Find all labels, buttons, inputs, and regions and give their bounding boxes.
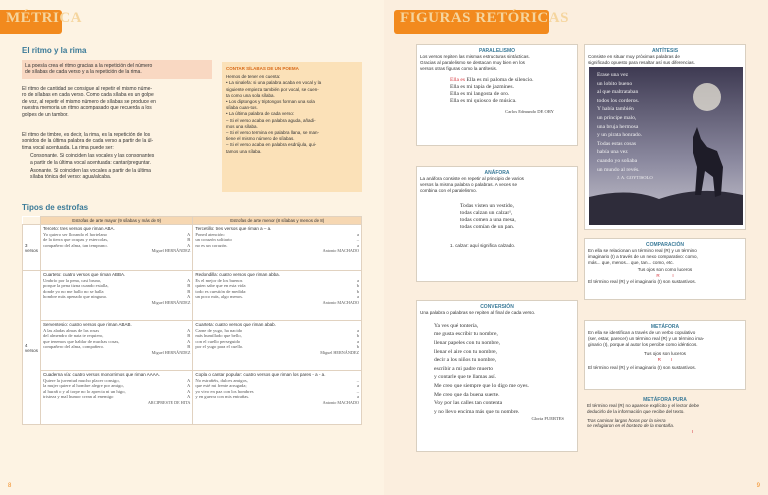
desc-line: La anáfora consiste en repetir al principio de varios [420,176,524,181]
metafora-pura-marks: I [691,429,693,435]
paralelismo-title: PARALELISMO [420,48,574,54]
cell-cuarteto [41,271,193,321]
verse-text: porque la pena tizna cuando estalla, [43,283,109,289]
antitesis-image [589,67,743,225]
verse-text: Umbrío por la pena, casi bruno, [43,278,102,283]
verse-text: Quiere la juventud mucho placer consigo, [43,378,120,383]
comparacion-desc [588,248,742,265]
contar-line: tiene el mismo número de sílabas. [226,136,295,142]
metafora-pura-title: METÁFORA PURA [643,397,687,403]
anafora-desc [420,176,574,193]
poem-line: y contarle que te llamas así. [434,374,497,381]
verse-text: la mujer quiere al hombre alegre por amigo, [43,383,124,389]
col-header-mayor: Estrofas de arte mayor (9 sílabas y más de 9) [41,217,193,225]
poem-line: una bruja hermosa [597,123,639,130]
rhyme-mark: a [356,394,359,400]
ritmo-timbre [22,132,212,181]
p1-line: de voz, al repetir el mismo número de sílabas se produce en [22,98,156,105]
metrica-title: MÉTRICA [6,10,83,26]
rhyme-mark: b [356,288,359,294]
anafora-box [416,166,578,282]
cell-terceto [41,225,193,271]
page-number-right: 9 [756,483,760,489]
b1-line: Consonante. Si coinciden las vocales y las consonantes [30,153,155,160]
rhyme-mark: A [187,383,191,389]
row-label-3: 3 versos [23,225,41,271]
contar-line: – Si el verso termina en palabra llana, se man- [226,130,320,136]
verse-text: de la tierra que ocupas y estercolas, [43,237,109,243]
poem-line: Ella es Ella es mi paloma de silencio. [450,77,534,84]
comparacion-marks: R I [656,273,674,279]
contar-line: siguiente empieza también por vocal, se cuen- [226,86,319,92]
poem-line: Erase una vez [597,72,629,78]
desc-line: En ella se identifican a través de un verbo copulativo [588,330,696,335]
verse-text: que tenemos que hablar de muchas cosas, [43,338,120,344]
verse-text: del almendro de nata te requiero, [43,333,104,339]
rhyme-mark: a [356,383,359,389]
paralelismo-author: Carlos Edmundo DE ORY [505,109,554,115]
antitesis-title: ANTÍTESIS [588,48,742,54]
verse-text: quien sabe que en esta vida [195,283,246,289]
contar-line: tamos una sílaba. [226,148,262,154]
antitesis-desc [588,54,742,66]
comparacion-example: Tus ojos son como luceros [637,267,693,273]
cell-author: Miguel HERNÁNDEZ [151,349,191,355]
poem-line [450,91,574,98]
p2-line: sonidos de la última palabra de cada verso a partir de la úl- [22,138,154,145]
intro-box [22,60,212,79]
verse-text: Es el mejor de los buenos [195,278,243,283]
conversion-author: Gloria FUERTES [531,416,564,422]
rhyme-mark: a [356,338,359,344]
verse-text: que esté mi frente arrugada; [195,383,247,389]
poem-line: un lobito bueno [597,80,633,87]
rhyme-mark: A [187,294,191,300]
rhyme-mark: B [187,333,191,339]
verse-text: Carne de yugo, ha nacido [195,328,243,333]
rhyme-mark: B [187,344,191,350]
antitesis-box [584,44,746,230]
verse-text: compañero del alma, compañero. [43,344,105,350]
rhyme-mark: A [187,242,191,248]
desc-line: versos la misma palabra o palabras. A veces se [420,181,518,187]
contar-line: – Si el verso acaba en palabra esdrújula, qui- [226,142,317,148]
desc-line: imaginario (I) a través de un nexo comparativo: como, [588,253,698,259]
comparacion-box [584,238,746,300]
desc-line: Consiste en situar muy próximas palabras de [588,54,680,59]
anafora-poem [460,203,574,231]
poem-line [450,98,574,105]
verse-text: un corazón solitario [195,237,232,243]
example-line: Tras caminar largas horas por la sierra [587,417,666,423]
rhyme-mark: a [356,242,359,248]
rhyme-mark: a [356,232,359,237]
poem-line: cuando yo soñaba [597,157,638,164]
poem-line: al que maltrataban [597,89,639,96]
cell-redondilla [193,271,362,321]
poem-text: Ella es mi paloma de silencio. [466,77,534,84]
cell-author: Antonio MACHADO [322,248,359,254]
poem-line: me gusta escribir tu nombre, [434,331,498,338]
p1-line: nuestra memoria un ritmo acompasado que recuerda a los [22,105,152,112]
cell-cuaderna [41,371,193,425]
verse-text: Poned atención: [195,232,225,237]
metafora-example: Tus ojos son luceros [644,351,686,357]
rhyme-mark: – [356,378,359,383]
contar-line: mos una sílaba. [226,123,258,129]
poem-line: Me creo que da buena suerte. [434,391,500,398]
poem-line [450,84,574,91]
tipos-heading: Tipos de estrofas [22,203,89,212]
poem-line: llenar el aire con tu nombre, [434,348,498,355]
b2-line: Asonante. Si coinciden las vocales a partir de la última [30,168,151,175]
verse-text: todo es cuestión de medida: [195,288,247,294]
contar-line: – Si el verso acaba en palabra aguda, añadi- [226,117,316,123]
rhyme-mark: – [356,388,359,394]
verse-text: y en guerra con mis entrañas. [195,394,250,400]
contar-silabas-box [222,62,362,192]
table-corner [23,217,41,225]
metafora-desc [588,330,742,347]
cell-cuarteta [193,321,362,371]
anafora-title: ANÁFORA [420,170,574,176]
poem-text: Ella es mi quiosco de música. [450,98,517,105]
poem-line: Todas visten un vestido, [460,203,514,210]
verse-text: donde yo no me hallo no se halla [43,288,104,294]
desc-line: (ser, estar, parecer) un término real (R) y un término ima- [588,335,705,341]
comparacion-footer: El término real (R) y el imaginario (I) son sustantivos. [588,278,696,284]
cell-author: Miguel HERNÁNDEZ [151,299,191,305]
ritmo-cantidad [22,86,212,118]
poem-line: todas calzan un calzar¹, [460,210,513,217]
p1-line: ro de sílabas en cada verso. Como cada sílaba es un golpe [22,92,154,99]
rhyme-mark: a [356,278,359,283]
rhyme-mark: A [187,338,191,344]
cell-copla [193,371,362,425]
poem-line: un mundo al revés. [597,166,640,173]
right-page [384,0,768,495]
anafora-note: 1. calzar: aquí significa calzado. [450,243,516,249]
metafora-footer: El término real (R) y el imaginario (I) son sustantivos. [588,364,696,370]
paralelismo-desc [420,54,574,71]
poem-line: Y había también [597,106,634,113]
desc-line: En ella se relacionan un término real (R) y un término [588,248,697,253]
antitesis-poem [597,71,653,183]
verse-text: A las aladas almas de las rosas [43,328,100,333]
contar-line: ta como una sola sílaba. [226,92,275,98]
rhyme-mark: b [356,333,359,339]
rhyme-mark: A [187,388,191,394]
poem-line: llenar papeles con tu nombre, [434,339,501,346]
metafora-pura-desc [587,403,743,415]
desc-line: más... que, menos... que, tan... como, etc. [588,259,674,265]
poem-line: todas comían de un pan. [460,224,515,231]
cell-head: Serventesio: cuatro versos que riman ABAB. [43,322,132,327]
rhyme-mark: A [187,278,191,283]
p2-line: El ritmo de timbre, es decir, la rima, es la repetición de los [22,132,151,138]
poem-line: había una vez [597,149,628,156]
contar-line: • La sinalefa: si una palabra acaba en vocal y la [226,80,322,86]
poem-text: Ella es mi langosta de oro. [450,91,510,98]
desc-line: versos otras figuras como la antítesis. [420,65,498,71]
poem-line: todos los corderos. [597,97,640,104]
contar-title: CONTAR SÍLABAS DE UN POEMA [226,66,299,71]
verse-text: Yo quiero ser llorando el hortelano [43,232,107,237]
intro-line-2: de sílabas de cada verso y a la repetición de la rima. [25,69,142,76]
rhyme-mark: A [187,232,191,237]
conversion-title: CONVERSIÓN [420,304,574,310]
metafora-marks: R I [657,357,673,363]
cell-serventesio [41,321,193,371]
desc-line: Gracias al paralelismo se destacan muy bien en los [420,59,525,65]
cell-head: Tercetillo: tres versos que riman a – a. [195,226,272,231]
bullet-consonante [22,153,212,166]
poem-text: Ella es mi tapia de jazmines. [450,84,514,91]
comparacion-title: COMPARACIÓN [588,242,742,248]
rhyme-mark: – [356,237,359,243]
ritmo-heading: El ritmo y la rima [22,46,87,55]
poem-line: Todas estas cosas [597,140,637,147]
cell-head: Redondilla: cuatro versos que riman abba. [195,272,280,277]
cell-head: Cuaderna vía: cuatro versos monorrimos que riman AAAA. [43,372,161,377]
b1-line: a partir de la última vocal acentuada: cantar/preguntar. [30,159,151,166]
row-label-4: 4 versos [23,271,41,425]
rhyme-mark: B [187,283,191,289]
poem-line: escribir a mi padre muerto [434,365,494,372]
metafora-title: METÁFORA [588,324,742,330]
conversion-poem [434,322,574,417]
rhyme-mark: A [187,328,191,333]
col-header-menor: Estrofas de arte menor (8 sílabas y menos de 8) [193,217,362,225]
desc-line: ginario (I), porque al autor los percibe como idénticos. [588,341,698,347]
verse-text: más humillado que bello, [195,333,242,339]
verse-text: hombre más apenado que ninguno. [43,294,108,300]
cell-tercetillo [193,225,362,271]
rhyme-mark: a [356,294,359,300]
desc-line: combina con el paralelismo. [420,187,477,193]
rhyme-mark: B [187,237,191,243]
paralelismo-poem [450,77,574,105]
rhyme-mark: a [356,328,359,333]
b2-line: sílaba tónica del verso: agua/alcaba. [30,174,112,181]
figuras-title: FIGURAS RETÓRICAS [400,10,569,26]
poem-line: Voy por las calles tan contenta [434,400,503,407]
verse-text: tristeza y mal humor crean al enemigo [43,394,114,400]
contar-line: sílaba cuan-tos. [226,105,258,111]
rhyme-mark: b [356,283,359,289]
poem-line: y no llevo encima más que tu nombre. [434,408,520,415]
verse-text: yo vivo en paz con los hombres [195,388,254,394]
rhyme-mark: A [187,394,191,400]
rhyme-mark: B [187,288,191,294]
example-line: se refugiaron en el bostezo de la montaña. [587,423,675,429]
poem-line: Me creo que siempre que lo digo me oyes. [434,382,529,389]
cell-author: ARCIPRESTE DE HITA [147,399,191,405]
conversion-desc: Una palabra o palabras se repiten al final de cada verso. [420,310,536,315]
conversion-box [416,300,578,452]
metafora-box [584,320,746,390]
cell-author: Antonio MACHADO [322,399,359,405]
poem-line: Ya ves qué tontería, [434,322,479,329]
desc-line: El término real (R) no aparece explícito y el lector debe [587,403,700,408]
verse-text: no es un corazón. [195,242,228,248]
bullet-asonante [22,168,212,181]
p2-line: tima vocal acentuada. La rima puede ser: [22,144,114,151]
antitesis-author: J. A. GOYTISOLO [617,175,653,181]
contar-line: • La última palabra de cada verso: [226,111,295,117]
poem-line: y un pirata honrado. [597,132,643,139]
contar-line: • Los diptongos y triptongos forman una sola [226,99,315,105]
p1-line: El ritmo de cantidad se consigue al repetir el mismo núme- [22,86,153,92]
verse-text: compañero del alma, tan temprano. [43,242,108,248]
paralelismo-box [416,44,578,146]
poem-line: un príncipe malo, [597,114,637,121]
cell-head: Terceto: tres versos que riman ABA. [43,226,115,231]
poem-line: decir a los niños tu nombre, [434,357,497,364]
metafora-pura-example [587,418,743,430]
contar-line: Hemos de tener en cuenta: [226,74,281,80]
cell-head: Cuarteto: cuatro versos que riman ABBA. [43,272,126,277]
verse-text: No estrañéis, dulces amigos, [195,378,248,383]
verse-text: con el cuello perseguido [195,338,241,344]
cell-head: Copla o cantar popular: cuatro versos que riman los pares - a - a. [195,372,326,377]
poem-line: todas comen a una mesa, [460,217,516,224]
cell-head: Cuarteta: cuatro versos que riman abab. [195,322,276,327]
desc-line: deducirlo de la información que recibe del texto. [587,408,685,414]
metafora-pura-box [584,394,746,454]
verse-text: al hurañ o y al torpe no lo aprecia ni un higo, [43,388,126,394]
desc-line: Los versos repiten las mismas estructuras sintácticas. [420,54,530,59]
rhyme-mark: A [187,378,191,383]
estrofas-table [22,216,362,425]
page-number-left: 8 [8,483,12,489]
cell-author: Miguel HERNÁNDEZ [151,248,191,254]
p1-line: golpes de un tambor. [22,111,69,118]
verse-text: por el yugo para el cuello. [195,344,244,350]
rhyme-mark: b [356,344,359,350]
cell-author: Antonio MACHADO [322,299,359,305]
desc-line: significado opuesto para resaltar así sus diferencias. [588,59,695,65]
verse-text: un poco más, algo menos. [195,294,244,300]
intro-line-1: La poesía crea el ritmo gracias a la repetición del número [25,63,153,69]
cell-author: Miguel HERNÁNDEZ [320,349,359,355]
